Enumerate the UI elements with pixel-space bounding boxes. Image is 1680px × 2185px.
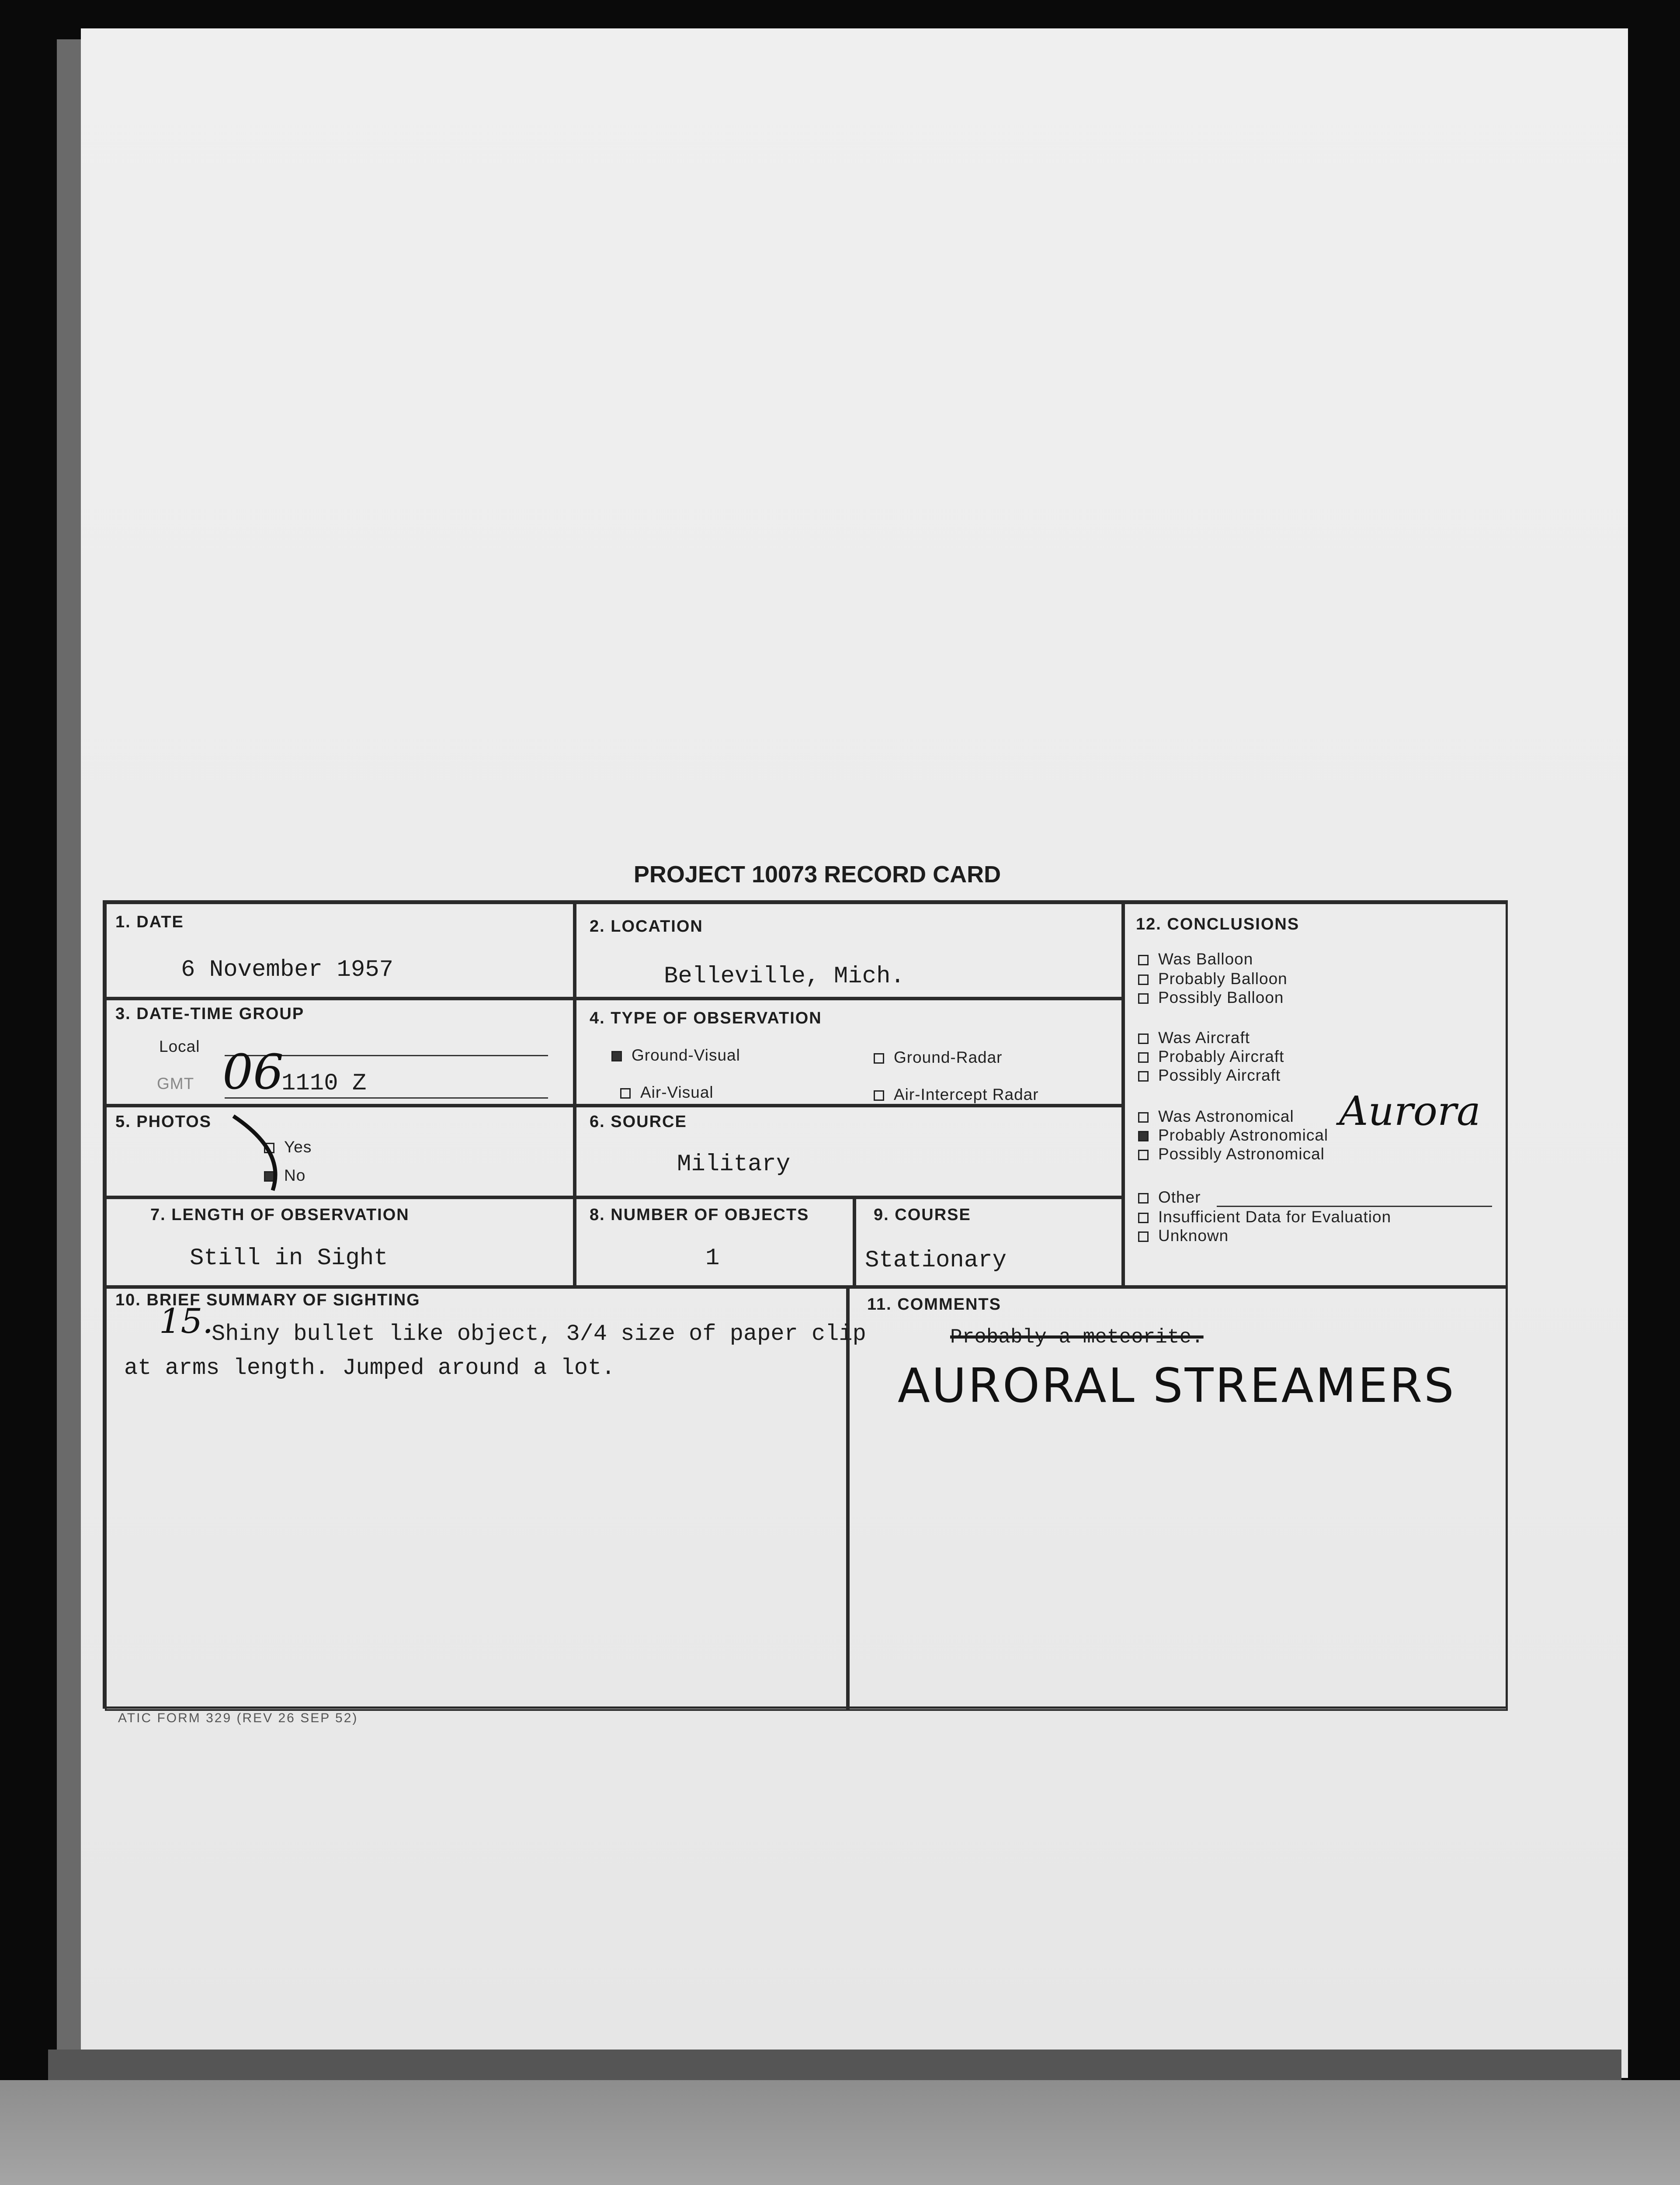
- form-footer: ATIC FORM 329 (REV 26 SEP 52): [118, 1711, 358, 1725]
- course-value: Stationary: [865, 1247, 1007, 1274]
- gmt-value: 1110 Z: [281, 1070, 367, 1097]
- length-cell: [105, 1197, 575, 1287]
- film-scratch-marks: [66, 2176, 197, 2185]
- film-edge: [48, 2050, 1621, 2080]
- comments-handwritten: AURORAL STREAMERS: [898, 1359, 1456, 1413]
- card-title: PROJECT 10073 RECORD CARD: [633, 861, 1001, 888]
- dtg-label: 3. DATE-TIME GROUP: [115, 1005, 305, 1023]
- conclusion-probably-balloon[interactable]: Probably Balloon: [1138, 970, 1288, 988]
- option-air-visual[interactable]: Air-Visual: [620, 1083, 714, 1102]
- summary-label: 10. BRIEF SUMMARY OF SIGHTING: [115, 1291, 420, 1309]
- summary-handwritten-number: 15.: [159, 1302, 214, 1341]
- type-observation-cell: [575, 999, 1123, 1106]
- conclusion-insufficient-data[interactable]: Insufficient Data for Evaluation: [1138, 1208, 1391, 1226]
- local-label: Local: [159, 1037, 200, 1055]
- conclusion-possibly-aircraft[interactable]: Possibly Aircraft: [1138, 1066, 1281, 1085]
- sheet-shadow: [57, 39, 81, 2071]
- checkbox-icon[interactable]: [1138, 1193, 1149, 1203]
- comments-struck-text: Probably a meteorite.: [950, 1326, 1204, 1349]
- location-cell: [575, 902, 1123, 999]
- number-objects-value: 1: [705, 1245, 720, 1272]
- date-cell: [105, 902, 575, 999]
- option-yes[interactable]: Yes: [264, 1138, 312, 1156]
- option-no[interactable]: No: [264, 1166, 305, 1185]
- comments-cell: [848, 1287, 1508, 1711]
- course-cell: [854, 1197, 1123, 1287]
- location-value: Belleville, Mich.: [664, 963, 905, 990]
- pen-stroke-mark: [225, 1112, 312, 1199]
- checkbox-icon[interactable]: [1138, 975, 1149, 985]
- checkbox-icon[interactable]: [620, 1088, 631, 1099]
- conclusion-possibly-astronomical[interactable]: Possibly Astronomical: [1138, 1145, 1325, 1163]
- checkbox-icon[interactable]: [874, 1090, 884, 1101]
- number-objects-cell: [575, 1197, 854, 1287]
- option-ground-radar[interactable]: Ground-Radar: [874, 1048, 1003, 1067]
- date-label: 1. DATE: [115, 913, 184, 931]
- conclusion-unknown[interactable]: Unknown: [1138, 1227, 1229, 1245]
- conclusion-was-astronomical[interactable]: Was Astronomical: [1138, 1107, 1294, 1126]
- dtg-handwritten: 06: [222, 1044, 284, 1100]
- checkbox-icon[interactable]: [1138, 1150, 1149, 1160]
- checkbox-icon[interactable]: [1138, 1071, 1149, 1082]
- checkbox-icon[interactable]: [1138, 1112, 1149, 1123]
- length-value: Still in Sight: [190, 1245, 388, 1272]
- conclusion-was-balloon[interactable]: Was Balloon: [1138, 950, 1253, 968]
- checkbox-icon[interactable]: [1138, 1213, 1149, 1223]
- conclusions-handwritten-note: Aurora: [1339, 1088, 1481, 1134]
- photos-cell: [105, 1106, 575, 1197]
- type-observation-label: 4. TYPE OF OBSERVATION: [590, 1009, 822, 1027]
- other-line: [1217, 1206, 1492, 1207]
- conclusions-cell: [1123, 902, 1508, 1287]
- summary-text: Shiny bullet like object, 3/4 size of paper clip at arms length. Jumped around a lot.: [124, 1321, 866, 1381]
- checkbox-icon[interactable]: [1138, 993, 1149, 1004]
- checkbox-icon[interactable]: [874, 1053, 884, 1064]
- checkbox-icon[interactable]: [1138, 1034, 1149, 1044]
- source-label: 6. SOURCE: [590, 1113, 687, 1131]
- conclusion-probably-astronomical[interactable]: Probably Astronomical: [1138, 1126, 1328, 1145]
- film-strip: [0, 2080, 1680, 2185]
- option-air-intercept-radar[interactable]: Air-Intercept Radar: [874, 1086, 1039, 1104]
- record-card: [103, 900, 1508, 1709]
- checkbox-checked-icon[interactable]: [611, 1051, 622, 1061]
- conclusions-label: 12. CONCLUSIONS: [1136, 915, 1300, 933]
- checkbox-checked-icon[interactable]: [1138, 1131, 1149, 1141]
- length-label: 7. LENGTH OF OBSERVATION: [150, 1206, 410, 1224]
- source-value: Military: [677, 1151, 791, 1178]
- summary-cell: [105, 1287, 866, 1711]
- option-ground-visual[interactable]: Ground-Visual: [611, 1046, 740, 1065]
- conclusion-probably-aircraft[interactable]: Probably Aircraft: [1138, 1047, 1284, 1066]
- gmt-line: [225, 1097, 548, 1099]
- checkbox-icon[interactable]: [1138, 1231, 1149, 1242]
- photos-label: 5. PHOTOS: [115, 1113, 212, 1131]
- checkbox-icon[interactable]: [1138, 1052, 1149, 1063]
- conclusion-was-aircraft[interactable]: Was Aircraft: [1138, 1029, 1250, 1047]
- location-label: 2. LOCATION: [590, 917, 703, 936]
- date-value: 6 November 1957: [181, 957, 394, 983]
- conclusion-possibly-balloon[interactable]: Possibly Balloon: [1138, 988, 1284, 1007]
- conclusion-other[interactable]: Other: [1138, 1188, 1201, 1207]
- number-objects-label: 8. NUMBER OF OBJECTS: [590, 1206, 809, 1224]
- source-cell: [575, 1106, 1123, 1197]
- checkbox-icon[interactable]: [1138, 955, 1149, 965]
- dtg-cell: [105, 999, 575, 1106]
- gmt-label: GMT: [157, 1075, 194, 1092]
- course-label: 9. COURSE: [874, 1206, 971, 1224]
- comments-label: 11. COMMENTS: [867, 1295, 1001, 1314]
